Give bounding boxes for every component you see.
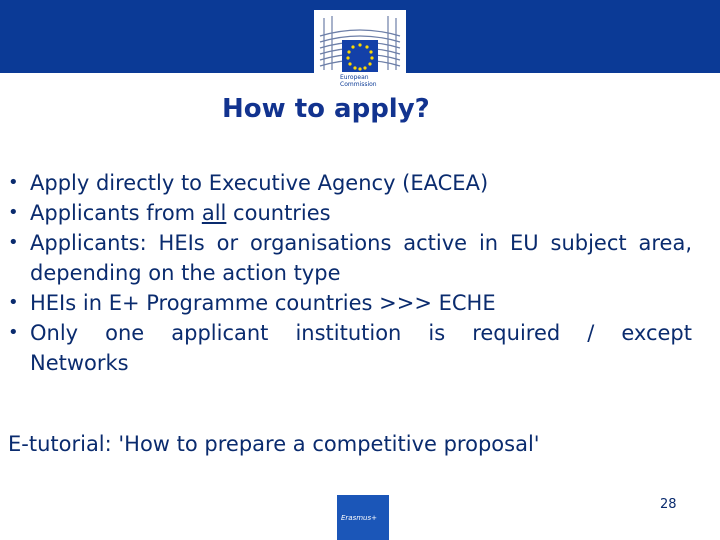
bullet-emphasis: all [201,201,227,225]
bullet-list [8,168,692,378]
bullet-text: Applicants from [30,201,202,225]
bullet-text: Apply directly to Executive Agency (EACEA) [30,171,489,195]
bullet-text-suffix: countries [226,201,331,225]
bullet-dot-icon: • [8,172,19,193]
bullet-dot-icon: • [8,202,19,223]
e-tutorial-text: E-tutorial: 'How to prepare a competitive proposal' [8,432,540,456]
bullet-text: Only one applicant institution is required / except Networks [30,321,692,375]
bullet-item [8,288,692,318]
erasmus-plus-logo [337,495,389,540]
bullet-text: Applicants: HEIs or organisations active in EU subject area, depending on the action type [30,231,692,285]
slide-title: How to apply? [222,94,430,124]
erasmus-plus-label: Erasmus+ [341,514,378,522]
bullet-item [8,168,692,198]
logo-text-line2: Commission [340,81,377,88]
bullet-item [8,318,692,378]
logo-text [340,74,400,88]
page-number: 28 [660,497,677,512]
bullet-dot-icon: • [8,232,19,253]
bullet-dot-icon: • [8,322,19,343]
bullet-item [8,228,692,288]
bullet-item [8,198,692,228]
bullet-dot-icon: • [8,292,19,313]
bullet-text: HEIs in E+ Programme countries >>> ECHE [30,291,496,315]
logo-text-line1: European [340,74,369,81]
